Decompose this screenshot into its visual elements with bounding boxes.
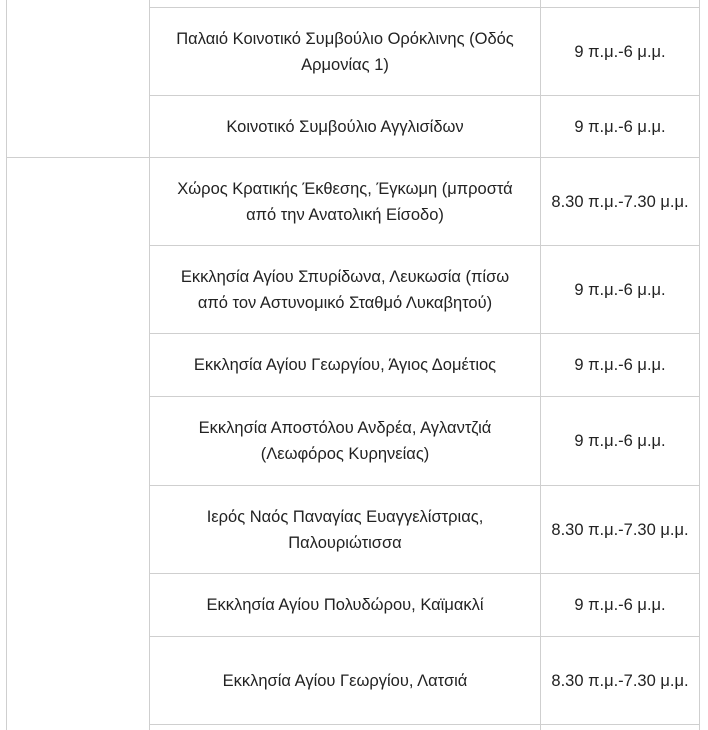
table-row-hours: 9 π.μ.-6 μ.μ. (574, 596, 666, 614)
table-row-place: Εκκλησία Αγίου Σπυρίδωνα, Λευκωσία (πίσω από τον Αστυνομικό Σταθμό Λυκαβητού) (180, 267, 510, 312)
table-row-place: Εκκλησία Αγίου Γεωργίου, Λατσιά (222, 671, 468, 690)
table-border-left (6, 0, 7, 730)
table-row-place: Κοινοτικό Συμβούλιο Αγγλισίδων (226, 117, 464, 136)
table-row-place: Παλαιό Κοινοτικό Συμβούλιο Ορόκλινης (Οδός Αρμονίας 1) (176, 29, 514, 74)
table-row-place: Χώρος Κρατικής Έκθεσης, Έγκωμη (μπροστά από την Ανατολική Είσοδο) (177, 179, 513, 224)
table-row-hours: 9 π.μ.-6 μ.μ. (574, 117, 666, 136)
table-row-hours: 9 π.μ.-6 μ.μ. (574, 42, 666, 61)
table-row-hours: 8.30 π.μ.-7.30 μ.μ. (551, 671, 689, 690)
table-border-right (699, 0, 700, 730)
table-row-place: Εκκλησία Αγίου Πολυδώρου, Καϊμακλί (206, 596, 484, 614)
table-row-hours: 8.30 π.μ.-7.30 μ.μ. (551, 192, 689, 211)
table-row-place: Εκκλησία Αποστόλου Ανδρέα, Αγλαντζιά (Λεωφόρος Κυρηνείας) (198, 419, 492, 463)
table-row-place: Ιερός Ναός Παναγίας Ευαγγελίστριας, Παλουριώτισσα (206, 507, 484, 552)
table-row-hours: 9 π.μ.-6 μ.μ. (574, 432, 666, 450)
row-divider (149, 724, 700, 725)
table-row-hours: 8.30 π.μ.-7.30 μ.μ. (551, 520, 689, 539)
table-row-place: Εκκλησία Αγίου Γεωργίου, Άγιος Δομέτιος (193, 356, 497, 374)
table-row-hours: 9 π.μ.-6 μ.μ. (574, 280, 666, 299)
table-row-hours: 9 π.μ.-6 μ.μ. (574, 356, 666, 374)
